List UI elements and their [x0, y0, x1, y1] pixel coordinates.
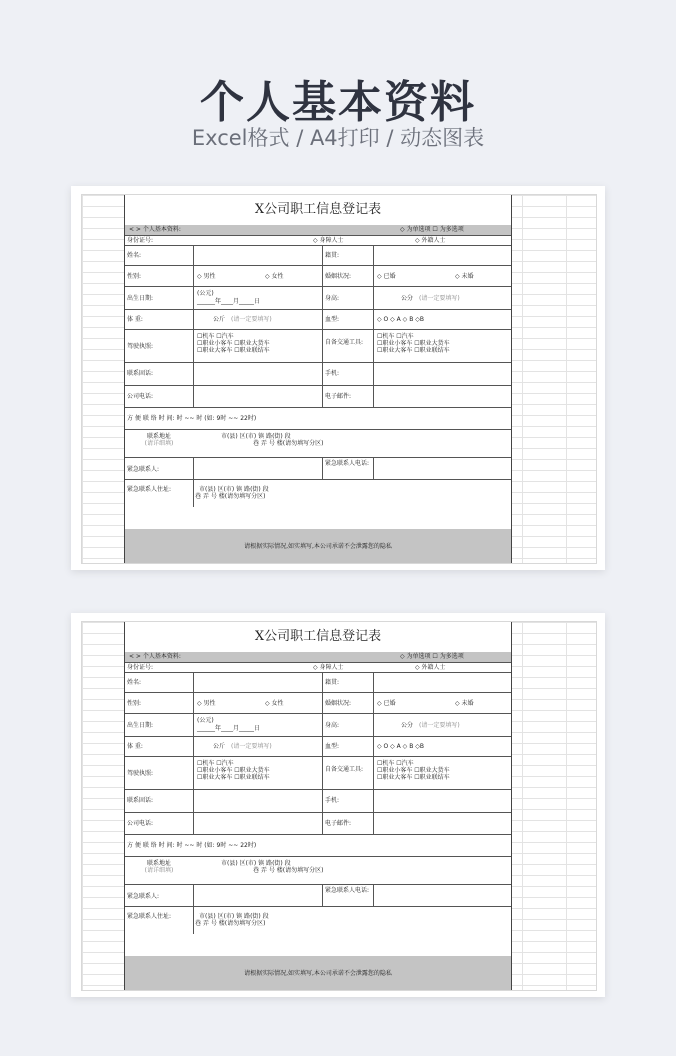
- footer-note: 请根据实际情况,如实填写,本公司承诺不会泄露您的隐私: [244, 970, 392, 977]
- page-subtitle: Excel格式 / A4打印 / 动态图表: [191, 126, 485, 150]
- legend-text: ◇ 为单选项 ☐ 为多选项: [400, 226, 464, 233]
- section-label: < > 个人基本资料:: [129, 226, 181, 233]
- spreadsheet-preview: [81, 194, 597, 564]
- form-title: X公司职工信息登记表: [254, 202, 382, 217]
- preview-card-2: [71, 613, 605, 997]
- legend-text: ◇ 为单选项 ☐ 为多选项: [400, 653, 464, 660]
- form-title: X公司职工信息登记表: [254, 629, 382, 644]
- section-label: < > 个人基本资料:: [129, 653, 181, 660]
- spreadsheet-preview: [81, 621, 597, 991]
- registration-form: X公司职工信息登记表 < > 个人基本资料: ◇ 为单选项 ☐ 为多选项 身份证号: ◇ 身障人士 ◇ 外籍人士 姓名: 籍贯: 性别: ◇ 男性 ◇ 女性 婚姻状况: ◇ 已婚 ◇ 未婚 (公元) 出生日期: ______年____月_____日 身高: 公分 (请一定要填写) 体 重: 公斤 (请一定要填写) 血型: ◇ O ◇ A ◇ B ◇B 驾驶执照: ☐机车 ☐汽车 ☐职业小客车 ☐职业大货车 ☐职业大客车 ☐职业联结车 自备交通工具: ☐机车 ☐汽车 ☐职业小客车 ☐职业大货车 ☐职业大客车 ☐职业联结车 联系固话: 手机: 公司电话: 电子邮件: 方 便 联 络 时 间: 时 ~~ 时 (如: 9时 ~~ 22时) 联系地址 (请详细填) 市(县) 区(市) 镇 路(街) 段 巷 弄 号 楼(请勿填写分区) 紧急联系人: 紧急联系人电话: 紧急联系人住址: 市(县) 区(市) 镇 路(街) 段 巷 弄 号 楼(请勿填写分区) 请根据实际情况,如实填写,本公司承诺不会泄露您的隐私: [124, 195, 512, 563]
- footer-note: 请根据实际情况,如实填写,本公司承诺不会泄露您的隐私: [244, 543, 392, 550]
- preview-card-1: [71, 186, 605, 570]
- registration-form: X公司职工信息登记表 < > 个人基本资料: ◇ 为单选项 ☐ 为多选项 身份证号: ◇ 身障人士 ◇ 外籍人士 姓名: 籍贯: 性别: ◇ 男性 ◇ 女性 婚姻状况: ◇ 已婚 ◇ 未婚 (公元) 出生日期: ______年____月_____日 身高: 公分 (请一定要填写) 体 重: 公斤 (请一定要填写) 血型: ◇ O ◇ A ◇ B ◇B 驾驶执照: ☐机车 ☐汽车 ☐职业小客车 ☐职业大货车 ☐职业大客车 ☐职业联结车 自备交通工具: ☐机车 ☐汽车 ☐职业小客车 ☐职业大货车 ☐职业大客车 ☐职业联结车 联系固话: 手机: 公司电话: 电子邮件: 方 便 联 络 时 间: 时 ~~ 时 (如: 9时 ~~ 22时) 联系地址 (请详细填) 市(县) 区(市) 镇 路(街) 段 巷 弄 号 楼(请勿填写分区) 紧急联系人: 紧急联系人电话: 紧急联系人住址: 市(县) 区(市) 镇 路(街) 段 巷 弄 号 楼(请勿填写分区) 请根据实际情况,如实填写,本公司承诺不会泄露您的隐私: [124, 622, 512, 990]
- page-title: 个人基本资料: [200, 77, 476, 128]
